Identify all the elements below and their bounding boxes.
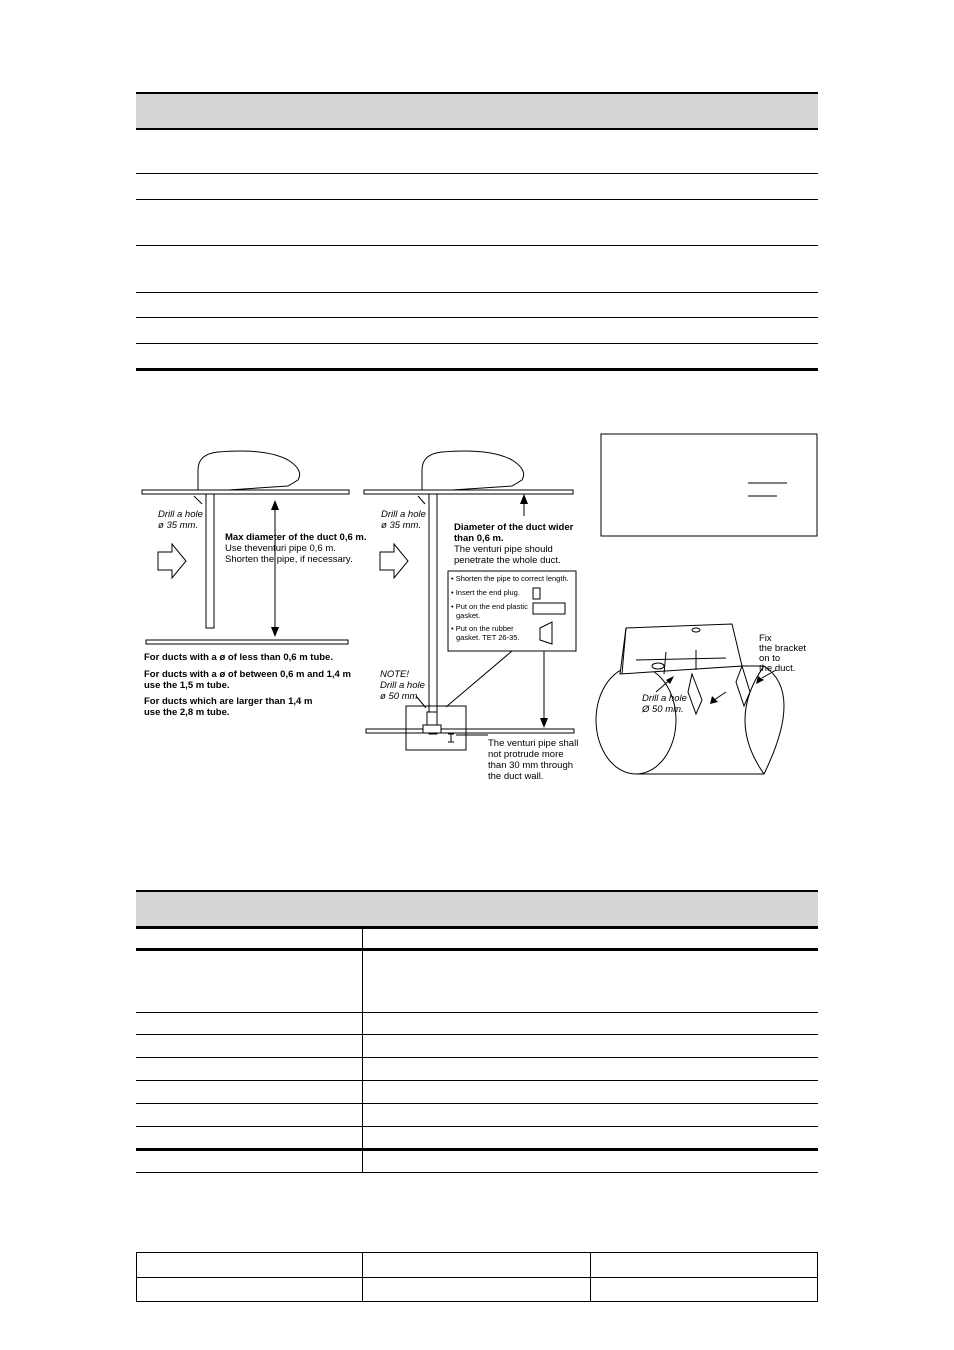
svg-text:• Put on the end plastic: • Put on the end plastic	[451, 602, 528, 611]
svg-text:For ducts which are larger tha: For ducts which are larger than 1,4 m	[144, 696, 313, 707]
table2-row-divider	[136, 948, 818, 951]
table2-row-divider	[136, 1080, 818, 1081]
svg-text:the duct.: the duct.	[759, 663, 796, 674]
table1-header	[136, 92, 818, 130]
table3-row-divider	[136, 1277, 818, 1278]
venturi-pipe	[206, 494, 214, 628]
svg-text:not protrude more: not protrude more	[488, 749, 564, 760]
svg-text:• Put on the rubber: • Put on the rubber	[451, 624, 514, 633]
svg-text:Ø 50 mm.: Ø 50 mm.	[642, 704, 684, 715]
table2-row-divider	[136, 1057, 818, 1058]
duct-top-wall	[364, 490, 573, 494]
svg-text:ø 50 mm.: ø 50 mm.	[380, 691, 421, 702]
svg-text:than 30 mm through: than 30 mm through	[488, 760, 574, 771]
table1-row-divider	[136, 292, 818, 293]
svg-text:Drill a hole: Drill a hole	[381, 509, 426, 520]
duct-top-wall	[142, 490, 349, 494]
table1-row-divider	[136, 199, 818, 200]
installation-diagram	[136, 430, 818, 790]
table2-row-divider	[136, 1126, 818, 1127]
info-box	[601, 434, 817, 536]
table2-column-divider	[362, 927, 363, 1173]
svg-text:Shorten the pipe, if necessary: Shorten the pipe, if necessary.	[225, 554, 353, 565]
panel-wide-duct	[364, 451, 578, 782]
svg-text:Fix: Fix	[759, 633, 772, 644]
svg-text:The venturi pipe shall: The venturi pipe shall	[488, 738, 579, 749]
svg-text:The venturi pipe should: The venturi pipe should	[454, 544, 553, 555]
table2-row-divider	[136, 1012, 818, 1013]
table1-row-divider	[136, 173, 818, 174]
svg-text:Use theventuri pipe 0,6 m.: Use theventuri pipe 0,6 m.	[225, 543, 336, 554]
table2-bottom-border	[136, 1172, 818, 1173]
duct-bottom-wall	[146, 640, 348, 644]
svg-text:ø 35 mm.: ø 35 mm.	[158, 520, 199, 531]
table2-row-divider	[136, 1148, 818, 1151]
table3-column-divider	[590, 1252, 591, 1302]
duct-cylinder	[596, 666, 676, 774]
airflow-arrow-icon	[380, 544, 408, 578]
table2-row-divider	[136, 1103, 818, 1104]
venturi-pipe	[429, 494, 437, 734]
svg-text:than 0,6 m.: than 0,6 m.	[454, 533, 504, 544]
sensor-housing	[422, 451, 524, 492]
svg-text:gasket. TET 26-35.: gasket. TET 26-35.	[456, 633, 520, 642]
airflow-arrow-icon	[158, 544, 186, 578]
svg-text:on to: on to	[759, 653, 781, 664]
svg-text:the duct wall.: the duct wall.	[488, 771, 544, 782]
svg-text:• Insert the end plug.: • Insert the end plug.	[451, 588, 520, 597]
table1-row-divider	[136, 343, 818, 344]
duct-bottom-wall	[366, 729, 574, 733]
sensor-housing	[198, 451, 300, 492]
table1-row-divider	[136, 245, 818, 246]
panel-bracket-mount	[596, 624, 806, 774]
svg-text:use the 2,8 m tube.: use the 2,8 m tube.	[144, 707, 230, 718]
svg-text:For ducts with a ø of less tha: For ducts with a ø of less than 0,6 m tube.	[144, 652, 333, 663]
svg-text:the bracket: the bracket	[759, 643, 806, 654]
svg-text:Drill a hole: Drill a hole	[158, 509, 203, 520]
svg-text:For ducts with a ø of between: For ducts with a ø of between 0,6 m and 1,4 m	[144, 669, 351, 680]
svg-text:NOTE!: NOTE!	[380, 669, 410, 680]
svg-text:use the 1,5 m tube.: use the 1,5 m tube.	[144, 680, 230, 691]
svg-text:• Shorten the pipe to correct: • Shorten the pipe to correct length.	[451, 574, 569, 583]
table3-column-divider	[362, 1252, 363, 1302]
svg-text:Drill a hole: Drill a hole	[380, 680, 425, 691]
svg-text:Drill a hole: Drill a hole	[642, 693, 687, 704]
table1-row-divider	[136, 317, 818, 318]
table2-header	[136, 890, 818, 929]
svg-text:gasket.: gasket.	[456, 611, 481, 620]
bracket	[620, 624, 742, 674]
svg-text:Max diameter of the duct 0,6 m: Max diameter of the duct 0,6 m.	[225, 532, 367, 543]
svg-text:penetrate the whole duct.: penetrate the whole duct.	[454, 555, 561, 566]
svg-text:Diameter of the duct wider: Diameter of the duct wider	[454, 522, 574, 533]
panel-small-duct	[142, 451, 366, 718]
table1-bottom-border	[136, 368, 818, 371]
svg-text:ø 35 mm.: ø 35 mm.	[381, 520, 422, 531]
table2-row-divider	[136, 1034, 818, 1035]
